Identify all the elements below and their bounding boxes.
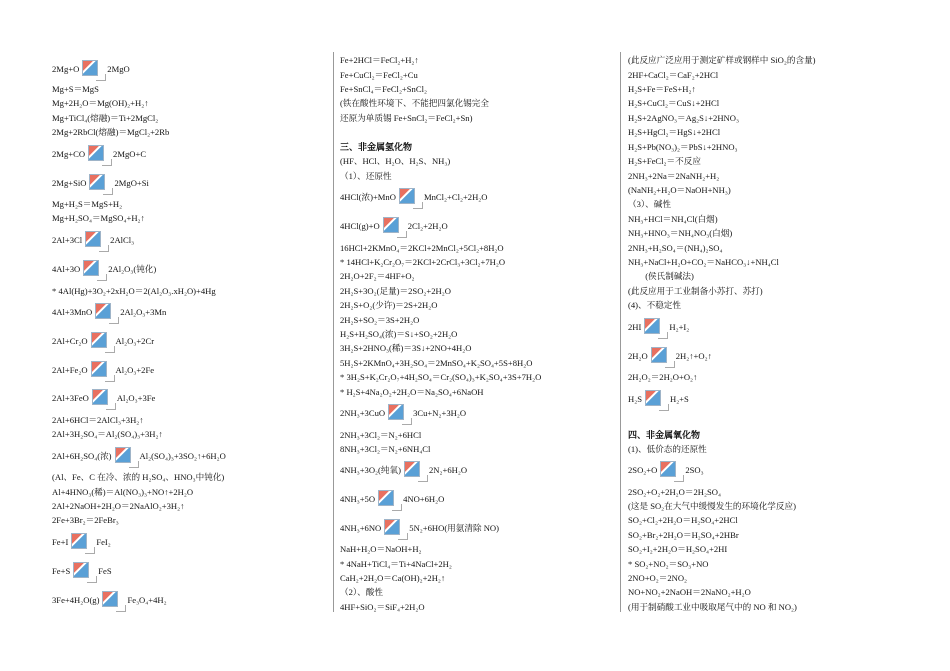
- equation-line: [340, 287, 451, 296]
- equation-line: [340, 574, 445, 583]
- equation-line: [340, 172, 392, 181]
- reaction-condition-image-icon: [87, 174, 113, 194]
- equation-left: 2Al+6H₂SO₄(浓): [52, 450, 112, 461]
- equation-left: Al+4HNO₃(稀)＝Al(NO₃)₃+NO↑+2H₂O: [52, 487, 194, 497]
- equation-line: [628, 215, 718, 224]
- equation-left: Fe+2HCl＝FeCl₂+H₂↑: [340, 55, 419, 65]
- equation-line: [52, 60, 130, 80]
- equation-right: 2MgO+C: [113, 148, 147, 159]
- equation-left: (1)、低价态的还原性: [628, 444, 707, 454]
- equation-line: [340, 244, 504, 253]
- equation-line: [628, 56, 816, 65]
- equation-line: [628, 603, 797, 612]
- equation-left: H₂S: [628, 393, 642, 404]
- equation-line: [340, 157, 450, 166]
- equation-line: [628, 258, 779, 267]
- equation-line: [340, 560, 452, 569]
- equation-line: [628, 390, 689, 410]
- equation-left: (这是 SO₂在大气中缓慢发生的环境化学反应): [628, 501, 796, 511]
- equation-line: [52, 174, 149, 194]
- equation-line: [628, 71, 718, 80]
- equation-left: NH₃+HNO₃＝NH₄NO₃(白烟): [628, 228, 733, 238]
- equation-left: 3Fe+4H₂O(g): [52, 594, 100, 605]
- equation-line: [52, 562, 112, 582]
- equation-left: 8NH₃+3Cl₂＝N₂+6NH₄Cl: [340, 444, 431, 454]
- column-divider-2: [620, 52, 621, 612]
- equation-left: Mg+S＝MgS: [52, 84, 99, 94]
- equation-line: [628, 272, 694, 281]
- equation-left: 2H₂S+SO₂＝3S+2H₂O: [340, 315, 420, 325]
- equation-line: [628, 114, 739, 123]
- equation-line: [628, 531, 739, 540]
- equation-right: MnCl₂+Cl₂+2H₂O: [423, 191, 488, 202]
- equation-line: [628, 287, 763, 296]
- equation-left: 2SO₂+O: [628, 464, 658, 475]
- equation-line: [340, 114, 472, 123]
- equation-line: [52, 591, 167, 611]
- equation-left: Fe+S: [52, 565, 71, 576]
- reaction-condition-image-icon: [71, 562, 97, 582]
- equation-left: SO₂+Br₂+2H₂O＝H₂SO₄+2HBr: [628, 530, 739, 540]
- equation-left: (侯氏制碱法): [628, 271, 694, 281]
- equation-line: [340, 603, 425, 612]
- equation-left: 2Al+3Cl: [52, 234, 83, 245]
- reaction-condition-image-icon: [642, 318, 668, 338]
- equation-left: 5H₂S+2KMnO₄+3H₂SO₄＝2MnSO₄+K₂SO₄+5S+8H₂O: [340, 358, 533, 368]
- equation-line: [628, 588, 751, 597]
- equation-left: 2HF+CaCl₂＝CaF₂+2HCl: [628, 70, 719, 80]
- equation-left: * 4Al(Hg)+3O₂+2xH₂O＝2(Al₂O₃.xH₂O)+4Hg: [52, 286, 216, 296]
- equation-line: [628, 128, 720, 137]
- equation-line: [52, 389, 155, 409]
- equation-line: [340, 71, 418, 80]
- equation-left: （1）、还原性: [340, 171, 392, 181]
- equation-line: [340, 188, 488, 208]
- section-heading: [340, 143, 412, 152]
- equation-left: * 4NaH+TiCl₄＝Ti+4NaCl+2H₂: [340, 559, 452, 569]
- equation-line: [628, 200, 671, 209]
- equation-right: 5N₂+6HO(用氨清除 NO): [409, 522, 499, 533]
- equation-right: Al₂O₃+2Cr: [115, 335, 155, 346]
- equation-line: [340, 99, 489, 108]
- equation-left: H₂S+H₂SO₄(浓)＝S↓+SO₂+2H₂O: [340, 329, 458, 339]
- equation-line: [52, 200, 122, 209]
- equation-left: 2Al+6HCl＝2AlCl₃+3H₂↑: [52, 415, 144, 425]
- reaction-condition-image-icon: [86, 145, 112, 165]
- equation-left: H₂S+CuCl₂＝CuS↓+2HCl: [628, 98, 720, 108]
- equation-right: 2H₂↑+O₂↑: [675, 350, 712, 361]
- equation-right: 2MgO+Si: [114, 177, 149, 188]
- equation-left: SO₂+Cl₂+2H₂O＝H₂SO₄+2HCl: [628, 515, 738, 525]
- equation-line: [52, 231, 134, 251]
- equation-right: 2MgO: [107, 63, 130, 74]
- equation-left: （3）、碱性: [628, 199, 671, 209]
- equation-left: 四、非金属氧化物: [628, 430, 701, 440]
- equation-line: [628, 229, 732, 238]
- equation-line: [340, 404, 466, 424]
- equation-left: 2HI: [628, 321, 642, 332]
- equation-right: Al₂O₃+3Fe: [116, 392, 156, 403]
- equation-left: NO+NO₂+2NaOH＝2NaNO₂+H₂O: [628, 587, 751, 597]
- equation-right: H₂+S: [669, 393, 689, 404]
- reaction-condition-image-icon: [69, 533, 95, 553]
- equation-left: 2H₂S+O₂(少许)＝2S+2H₂O: [340, 300, 438, 310]
- equation-left: * 14HCl+K₂Cr₂O₇＝2KCl+2CrCl₃+3Cl₂+7H₂O: [340, 257, 506, 267]
- equation-left: NH₃+NaCl+H₂O+CO₂＝NaHCO₃↓+NH₄Cl: [628, 257, 779, 267]
- equation-left: 3H₂S+2HNO₃(稀)＝3S↓+2NO+4H₂O: [340, 343, 472, 353]
- equation-left: (HF、HCl、H₂O、H₂S、NH₃): [340, 156, 451, 166]
- equation-left: 4Al+3O: [52, 263, 81, 274]
- equation-right: 2AlCl₃: [110, 234, 135, 245]
- equation-line: [340, 56, 419, 65]
- reaction-condition-image-icon: [402, 461, 428, 481]
- equation-line: [52, 332, 154, 352]
- equation-left: （2）、酸性: [340, 587, 383, 597]
- equation-left: 2Al+3FeO: [52, 392, 89, 403]
- equation-line: [340, 461, 467, 481]
- equation-left: SO₂+I₂+2H₂O＝H₂SO₄+2HI: [628, 544, 728, 554]
- reaction-condition-image-icon: [89, 361, 115, 381]
- equation-line: [52, 516, 119, 525]
- reaction-condition-image-icon: [643, 390, 669, 410]
- reaction-condition-image-icon: [83, 231, 109, 251]
- equation-line: [340, 545, 422, 554]
- equation-line: [628, 445, 707, 454]
- equation-right: 3Cu+N₂+3H₂O: [413, 407, 467, 418]
- reaction-condition-image-icon: [397, 188, 423, 208]
- equation-right: 2Al₂O₃+3Mn: [120, 306, 167, 317]
- reaction-condition-image-icon: [89, 332, 115, 352]
- equation-line: [340, 431, 421, 440]
- equation-left: Mg+TiCl₄(熔融)＝Ti+2MgCl₂: [52, 113, 159, 123]
- equation-right: FeS: [98, 565, 112, 576]
- equation-left: (此反应用于工业制备小苏打、苏打): [628, 286, 763, 296]
- equation-left: Mg+H₂SO₄＝MgSO₄+H₂↑: [52, 213, 145, 223]
- equation-left: 2H₂O+2F₂＝4HF+O₂: [340, 271, 415, 281]
- equation-left: H₂S+2AgNO₃＝Ag₂S↓+2HNO₃: [628, 113, 739, 123]
- equation-line: [628, 143, 738, 152]
- equation-line: [628, 186, 731, 195]
- equation-left: 2H₂O: [628, 350, 648, 361]
- equation-line: [628, 99, 719, 108]
- equation-line: [628, 157, 701, 166]
- equation-line: [52, 361, 154, 381]
- equation-left: (用于制硝酸工业中吸取尾气中的 NO 和 NO₂): [628, 602, 797, 612]
- equation-left: 三、非金属氢化物: [340, 142, 413, 152]
- equation-line: [628, 301, 681, 310]
- reaction-condition-image-icon: [93, 303, 119, 323]
- equation-line: [52, 128, 169, 137]
- equation-line: [340, 330, 457, 339]
- equation-left: 16HCl+2KMnO₄＝2KCl+2MnCl₂+5Cl₂+8H₂O: [340, 243, 504, 253]
- reaction-condition-image-icon: [80, 60, 106, 80]
- reaction-condition-image-icon: [376, 490, 402, 510]
- equation-line: [52, 502, 184, 511]
- equation-left: * H₂S+4Na₂O₂+2H₂O＝Na₂SO₄+6NaOH: [340, 387, 484, 397]
- equation-left: * SO₂+NO₂＝SO₃+NO: [628, 559, 709, 569]
- equation-left: H₂S+HgCl₂＝HgS↓+2HCl: [628, 127, 721, 137]
- equation-left: Fe+CuCl₂＝FeCl₂+Cu: [340, 70, 418, 80]
- equation-line: [628, 373, 697, 382]
- equation-line: [52, 85, 99, 94]
- equation-line: [52, 488, 193, 497]
- equation-right: Al₂(SO₄)₃+3SO₂↑+6H₂O: [139, 450, 226, 461]
- equation-left: 2SO₂+O₂+2H₂O＝2H₂SO₄: [628, 487, 721, 497]
- equation-right: H₂+I₂: [669, 321, 690, 332]
- equation-left: Fe+I: [52, 536, 69, 547]
- equation-line: [340, 588, 383, 597]
- equation-line: [52, 260, 156, 280]
- equation-left: H₂S+Pb(NO₃)₂＝PbS↓+2HNO₃: [628, 142, 738, 152]
- equation-line: [340, 258, 505, 267]
- equation-left: 2NH₃+3Cl₂＝N₂+6HCl: [340, 430, 422, 440]
- equation-line: [340, 301, 437, 310]
- equation-line: [340, 344, 471, 353]
- equation-line: [52, 214, 145, 223]
- reaction-condition-image-icon: [649, 347, 675, 367]
- equation-left: 2Mg+2RbCl(熔融)＝MgCl₂+2Rb: [52, 127, 170, 137]
- reaction-condition-image-icon: [81, 260, 107, 280]
- column-divider-1: [333, 52, 334, 612]
- equation-line: [340, 272, 415, 281]
- equation-left: 4NH₃+5O: [340, 493, 376, 504]
- equation-left: (NaNH₂+H₂O＝NaOH+NH₃): [628, 185, 731, 195]
- equation-line: [628, 502, 796, 511]
- equation-left: 4HCl(g)+O: [340, 220, 380, 231]
- equation-left: 4NH₃+3O₂(纯氧): [340, 464, 401, 475]
- equation-line: [52, 287, 216, 296]
- reaction-condition-image-icon: [381, 217, 407, 237]
- equation-left: (此反应广泛应用于测定矿样或钢样中 SiO₂的含量): [628, 55, 816, 65]
- equation-left: 2NO+O₂＝2NO₂: [628, 573, 688, 583]
- equation-line: [52, 447, 226, 467]
- section-heading: [628, 431, 700, 440]
- equation-line: [340, 519, 499, 539]
- equation-line: [340, 359, 532, 368]
- equation-line: [340, 85, 427, 94]
- equation-line: [628, 244, 722, 253]
- equation-left: 2NH₃+H₂SO₄＝(NH₄)₂SO₄: [628, 243, 723, 253]
- reaction-condition-image-icon: [382, 519, 408, 539]
- equation-right: Fe₃O₄+4H₂: [127, 594, 167, 605]
- equation-right: 2N₂+6H₂O: [428, 464, 468, 475]
- reaction-condition-image-icon: [113, 447, 139, 467]
- equation-right: 2Al₂O₃(钝化): [108, 263, 157, 274]
- equation-line: [52, 114, 158, 123]
- equation-left: 2Al+2NaOH+2H₂O＝2NaAlO₂+3H₂↑: [52, 501, 185, 511]
- equation-left: (铁在酸性环境下、不能把四氯化锡完全: [340, 98, 489, 108]
- equation-left: 2Fe+3Br₂＝2FeBr₃: [52, 515, 119, 525]
- equation-line: [52, 145, 146, 165]
- equation-left: 还原为单质锡 Fe+SnCl₂＝FeCl₂+Sn): [340, 113, 473, 123]
- equation-left: 2H₂S+3O₂(足量)＝2SO₂+2H₂O: [340, 286, 451, 296]
- equation-right: 4NO+6H₂O: [403, 493, 445, 504]
- equation-left: NaH+H₂O＝NaOH+H₂: [340, 544, 422, 554]
- equation-left: (4)、不稳定性: [628, 300, 681, 310]
- equation-line: [52, 99, 149, 108]
- equation-left: 4HF+SiO₂＝SiF₄+2H₂O: [340, 602, 425, 612]
- equation-left: 2Mg+CO: [52, 148, 86, 159]
- equation-left: 2NH₃+2Na＝2NaNH₂+H₂: [628, 171, 720, 181]
- equation-left: H₂S+Fe＝FeS+H₂↑: [628, 84, 696, 94]
- equation-left: Mg+H₂S＝MgS+H₂: [52, 199, 123, 209]
- equation-line: [340, 217, 448, 237]
- reaction-condition-image-icon: [386, 404, 412, 424]
- equation-left: H₂S+FeCl₂＝不反应: [628, 156, 701, 166]
- equation-line: [340, 373, 541, 382]
- equation-left: 4NH₃+6NO: [340, 522, 382, 533]
- equation-left: * 3H₂S+K₂Cr₂O₇+4H₂SO₄＝Cr₂(SO₄)₃+K₂SO₄+3S+7H₂O: [340, 372, 542, 382]
- equation-right: 2Cl₂+2H₂O: [407, 220, 448, 231]
- equation-left: NH₃+HCl＝NH₄Cl(白烟): [628, 214, 718, 224]
- equation-line: [628, 516, 738, 525]
- equation-line: [52, 430, 163, 439]
- equation-left: 2Al+3H₂SO₄＝Al₂(SO₄)₃+3H₂↑: [52, 429, 163, 439]
- equation-right: FeI₂: [96, 536, 111, 547]
- equation-line: [628, 545, 727, 554]
- equation-line: [52, 303, 166, 323]
- equation-line: [628, 574, 687, 583]
- equation-line: [340, 445, 430, 454]
- equation-left: 4Al+3MnO: [52, 306, 93, 317]
- equation-left: CaH₂+2H₂O＝Ca(OH)₂+2H₂↑: [340, 573, 446, 583]
- equation-line: [628, 560, 709, 569]
- equation-line: [628, 85, 696, 94]
- equation-line: [52, 416, 144, 425]
- equation-line: [52, 473, 224, 482]
- equation-left: Mg+2H₂O＝Mg(OH)₂+H₂↑: [52, 98, 149, 108]
- equation-line: [628, 347, 712, 367]
- equation-line: [340, 388, 484, 397]
- equation-right: 2SO₃: [685, 464, 704, 475]
- equation-left: 2Mg+O: [52, 63, 80, 74]
- equation-right: Al₂O₃+2Fe: [115, 364, 155, 375]
- equation-line: [628, 488, 721, 497]
- equation-left: Fe+SnCl₄＝FeCl₂+SnCl₂: [340, 84, 427, 94]
- equation-left: 4HCl(浓)+MnO: [340, 191, 396, 202]
- equation-line: [628, 172, 719, 181]
- equation-left: 2NH₃+3CuO: [340, 407, 386, 418]
- equation-line: [628, 461, 704, 481]
- equation-line: [52, 533, 111, 553]
- equation-left: (Al、Fe、C 在冷、浓的 H₂SO₄、HNO₃中钝化): [52, 472, 225, 482]
- equation-line: [628, 318, 689, 338]
- equation-left: 2Mg+SiO: [52, 177, 87, 188]
- equation-left: 2Al+Fe₂O: [52, 364, 88, 375]
- equation-line: [340, 316, 419, 325]
- reaction-condition-image-icon: [90, 389, 116, 409]
- reaction-condition-image-icon: [658, 461, 684, 481]
- equation-line: [340, 490, 444, 510]
- equation-left: 2H₂O₂＝2H₂O+O₂↑: [628, 372, 698, 382]
- reaction-condition-image-icon: [100, 591, 126, 611]
- equation-left: 2Al+Cr₂O: [52, 335, 88, 346]
